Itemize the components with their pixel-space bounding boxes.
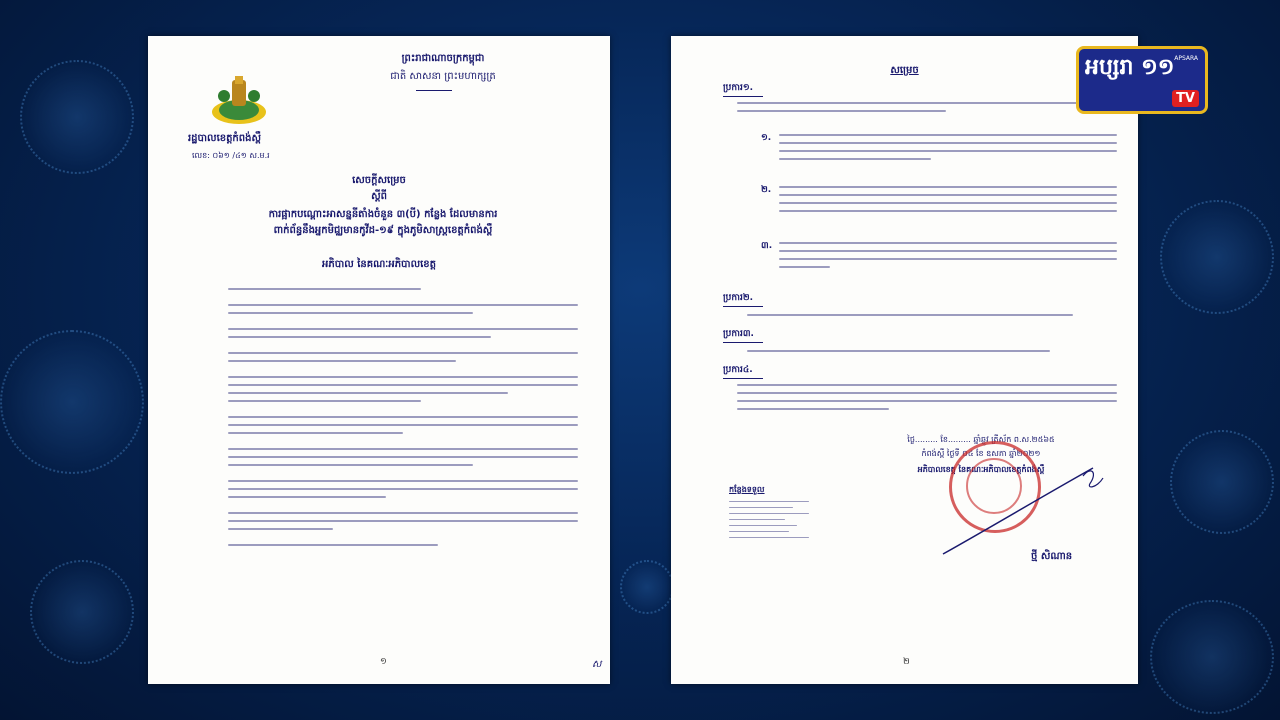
recipients-heading: កន្លែងទទួល — [729, 485, 765, 494]
virus-decoration — [1150, 600, 1274, 714]
signatory-name: ថ្មី សិណាន — [1031, 551, 1073, 562]
national-motto: ជាតិ សាសនា ព្រះមហាក្សត្រ — [390, 71, 496, 82]
signatory-title: អភិបាលខេត្ត នៃគណៈអភិបាលខេត្តកំពង់ស្ពឺ — [917, 465, 1045, 474]
article-3-label: ប្រការ៣. — [723, 329, 754, 339]
item-2-text — [779, 180, 1117, 212]
virus-decoration — [20, 60, 134, 174]
provincial-emblem-icon — [210, 72, 268, 128]
page-number: ១ — [380, 657, 387, 667]
article-2-rule — [723, 306, 763, 307]
item-3-label: ៣. — [761, 241, 773, 251]
recipients-list — [729, 496, 809, 538]
motto-rule — [416, 90, 452, 91]
decision-title: សម្រេច — [890, 65, 919, 76]
item-3-text — [779, 236, 1117, 268]
virus-decoration — [0, 330, 144, 474]
article-3-rule — [723, 342, 763, 343]
preamble-text — [228, 282, 578, 546]
reference-number: លេខ: ០៦១ /៤១ ស.ម.រ — [192, 151, 270, 160]
document-subject-line-2: ពាក់ព័ន្ធនឹងអ្នកមិជ្ឈមានកូវីដ-១៩ ក្នុងភូមិសាស្ត្រខេត្តកំពង់ស្ពឺ — [273, 225, 493, 236]
item-1-text — [779, 128, 1117, 160]
document-page-1 — [148, 36, 610, 684]
article-4-text — [737, 378, 1117, 410]
article-1-label: ប្រការ១. — [723, 83, 754, 93]
page-number: ២ — [903, 657, 910, 667]
article-4-label: ប្រការ៤. — [723, 365, 753, 375]
item-1-label: ១. — [761, 133, 772, 143]
article-3-text — [747, 344, 1117, 352]
signature-stroke — [933, 456, 1113, 566]
channel-logo-tv: TV — [1172, 90, 1199, 107]
page-initials: ស — [592, 659, 602, 670]
article-2-text — [747, 308, 1117, 316]
channel-logo-text: អប្សរា ១១ — [1085, 55, 1175, 80]
channel-logo — [1076, 46, 1208, 114]
virus-decoration — [620, 560, 674, 614]
virus-decoration — [1160, 200, 1274, 314]
article-2-label: ប្រការ២. — [723, 293, 754, 303]
document-about: ស្តីពី — [371, 191, 387, 202]
virus-decoration — [1170, 430, 1274, 534]
article-1-text — [737, 96, 1117, 112]
date-solar: កំពង់ស្ពឺ ថ្ងៃទី ០៤ ខែ ឧសភា ឆ្នាំ២០២១ — [921, 449, 1041, 458]
item-2-label: ២. — [761, 185, 772, 195]
document-type: សេចក្តីសម្រេច — [352, 175, 406, 186]
document-subject-line-1: ការផ្អាកបណ្តោះអាសន្ននីតាំងចំនួន ៣(បី) កន្លែង ដែលមានការ — [268, 209, 498, 220]
authority-heading: អភិបាល នៃគណៈអភិបាលខេត្ត — [322, 259, 436, 270]
channel-logo-sub: APSARA — [1174, 55, 1198, 62]
kingdom-header: ព្រះរាជាណាចក្រកម្ពុជា — [401, 53, 485, 64]
virus-decoration — [30, 560, 134, 664]
document-page-2 — [671, 36, 1138, 684]
date-lunar: ថ្ងៃ......... ខែ......... ឆ្នាំឆ្លូវ ត្រីស័ក ព.ស.២៥៦៥ — [907, 435, 1055, 444]
issuing-authority: រដ្ឋបាលខេត្តកំពង់ស្ពឺ — [188, 133, 261, 144]
